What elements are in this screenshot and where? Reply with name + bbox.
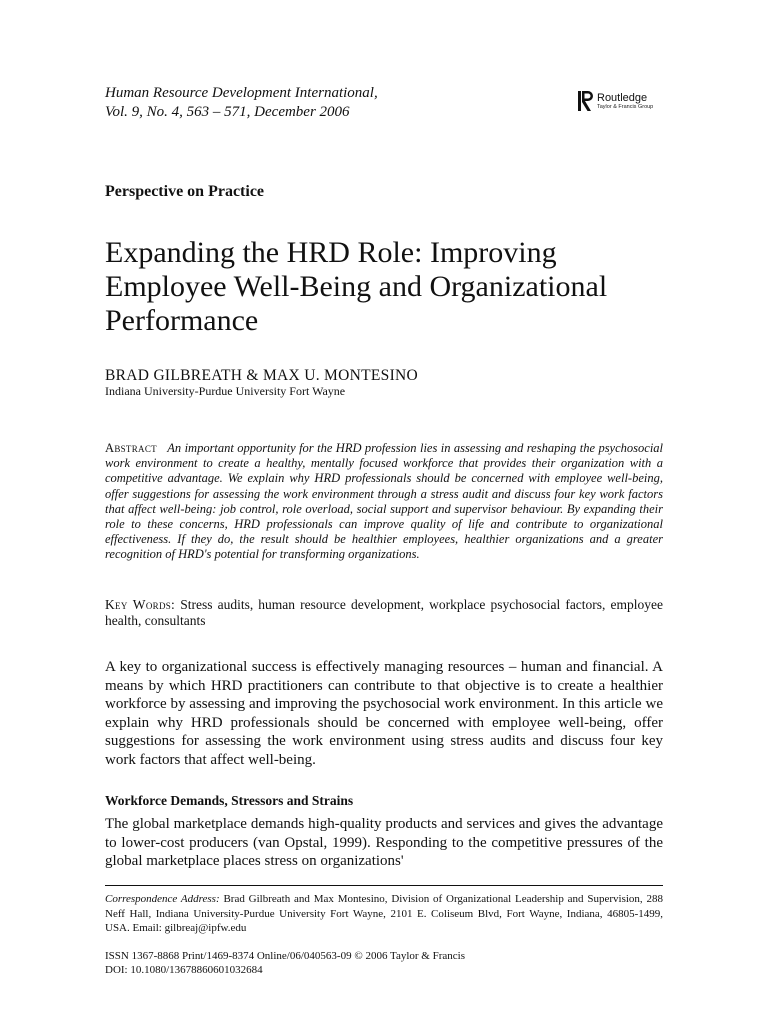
correspondence-text: Brad Gilbreath and Max Montesino, Division of Organizational Leadership and Supervision, 288 Neff Hall, Indiana University-Purdue University Fort Wayne, 2101 E. Coliseum Blvd, Fort Wayne, Indiana, 46805-1499, USA. Email: gilbreaj@ipfw.edu: [105, 893, 664, 934]
section-label: Perspective on Practice: [105, 183, 265, 200]
article-page: [105, 0, 663, 1024]
journal-name: Human Resource Development International,: [105, 85, 378, 101]
footnote-divider: [105, 885, 663, 886]
article-authors: BRAD GILBREATH & MAX U. MONTESINO: [105, 367, 419, 384]
keywords: [105, 597, 663, 629]
correspondence-note: [105, 892, 663, 936]
author-affiliation: Indiana University-Purdue University Fort Wayne: [105, 384, 346, 398]
section-paragraph: The global marketplace demands high-quality products and services and gives the advantage to lower-cost producers (van Opstal, 1999). Responding to the competitive pressures of the global marketplace places stress on organizations': [105, 816, 663, 869]
publisher-logo: [578, 88, 678, 114]
issn-line: ISSN 1367-8868 Print/1469-8374 Online/06/040563-09 © 2006 Taylor & Francis: [105, 950, 465, 962]
journal-volume: Vol. 9, No. 4, 563 – 571, December 2006: [105, 104, 350, 120]
keywords-label: Key Words:: [105, 597, 176, 612]
routledge-r-logo-icon: [578, 90, 594, 112]
correspondence-label: Correspondence Address:: [105, 893, 220, 905]
publisher-text: [597, 92, 653, 111]
doi-line: DOI: 10.1080/13678860601032684: [105, 964, 263, 976]
abstract-label: Abstract: [105, 441, 157, 455]
keywords-text: Stress audits, human resource development, workplace psychosocial factors, employee health, consultants: [105, 597, 663, 628]
section-heading: Workforce Demands, Stressors and Strains: [105, 793, 354, 808]
intro-paragraph: A key to organizational success is effectively managing resources – human and financial. A means by which HRD practitioners can contribute to that objective is to create a healthier workforce by assessing and improving the psychosocial work environment. In this article we explain why HRD professionals should be concerned with employee well-being, offer suggestions for assessing the work environment using stress audits and discuss four key work factors that affect well-being.: [105, 659, 663, 768]
publisher-name: Routledge: [597, 91, 648, 104]
article-title: Expanding the HRD Role: Improving Employee Well-Being and Organizational Performance: [105, 236, 608, 337]
publisher-group: Taylor & Francis Group: [597, 103, 654, 110]
abstract-text: An important opportunity for the HRD profession lies in assessing and reshaping the psychosocial work environment to create a healthy, mentally focused workforce that provides their organization with a competitive advantage. We explain why HRD professionals should be concerned with employee well-being, offer suggestions for assessing the work environment through a stress audit and discuss four key work factors that affect well-being: job control, role overload, social support and supervisor behaviour. By expanding their role to these concerns, HRD professionals can improve quality of life and contribute to organizational effectiveness. If they do, the result should be healthier employees, healthier organizations and a greater recognition of HRD's potential for transforming organizations.: [105, 441, 664, 562]
abstract: [105, 441, 663, 563]
journal-citation: [105, 84, 378, 122]
